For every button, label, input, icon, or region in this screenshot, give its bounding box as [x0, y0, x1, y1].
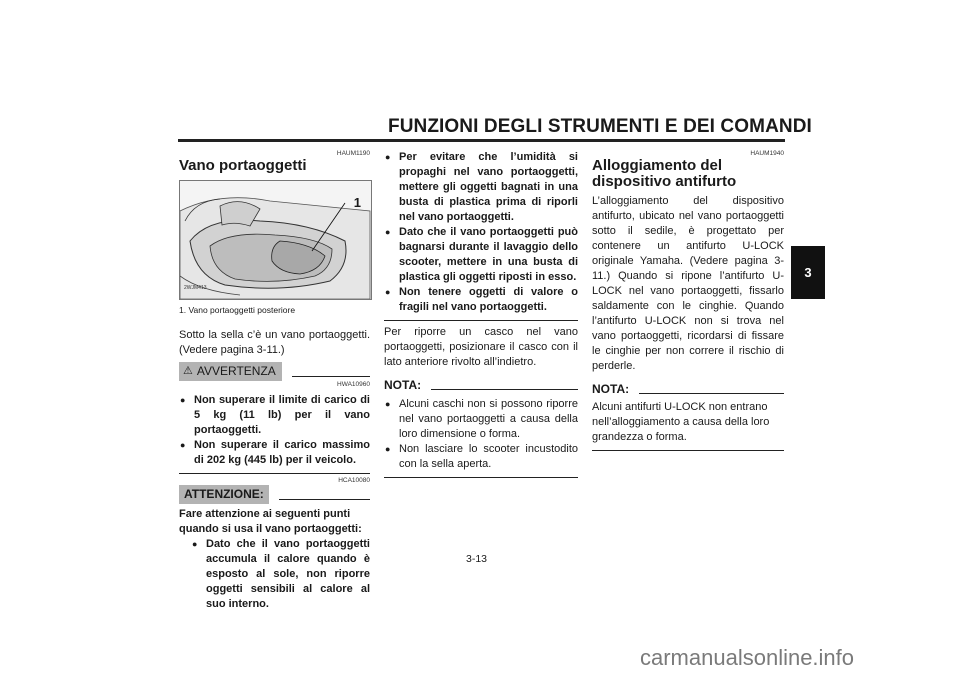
figure-caption: 1. Vano portaoggetti posteriore [179, 305, 296, 315]
nota-rule [639, 393, 784, 394]
warning-end-rule [179, 473, 370, 474]
column-3 [592, 150, 784, 451]
caution-intro: Fare attenzione ai seguenti punti quando si usa il vano portaoggetti: [179, 508, 362, 535]
watermark-text: carmanualsonline.info [640, 645, 855, 670]
column-2 [384, 150, 578, 478]
nota-list [384, 397, 578, 472]
storage-compartment-illustration [180, 181, 371, 299]
section-heading-antitheft: Alloggiamento del dispositivo antifurto [592, 157, 737, 190]
caution-item: ● Dato che il vano portaoggetti accumula il calore quando è esposto al sole, non riporre oggetti sensibili al calore al suo interno. [191, 537, 370, 612]
caution-header [179, 485, 370, 504]
antitheft-body-text: L’alloggiamento del dispositivo antifurto, ubicato nel vano portaoggetti sotto il sedile, è progettato per contenere un antifurto U-LOCK originale Yamaha. (Vedere pagina 3-11.) Quando si ripone l’antifurto U-LOCK nel vano portaoggetti, fissarlo saldamente con le cinghie. Quando l’antifurto U-LOCK non si trova nel vano portaoggetti, ricordarsi di fissare le cinghie per non correre il rischio di perderle. [592, 195, 784, 372]
nota-item: ● Alcuni caschi non si possono riporre nel vano portaoggetti a causa della loro dimensione o forma. [384, 397, 578, 442]
column-1 [179, 150, 370, 612]
caution-end-rule [384, 320, 578, 321]
caution-item: ● Dato che il vano portaoggetti può bagnarsi durante il lavaggio dello scooter, mettere in una busta di plastica gli oggetti riposti in esso. [384, 225, 578, 285]
caution-list-continued [384, 150, 578, 315]
warning-code: HWA10960 [337, 381, 370, 388]
caution-code: HCA10080 [338, 477, 370, 484]
helmet-body-text: Per riporre un casco nel vano portaoggetti, posizionare il casco con il lato anteriore rivolto all’indietro. [384, 326, 578, 368]
nota-label: NOTA: [592, 382, 630, 396]
warning-list [179, 393, 370, 468]
storage-compartment-figure [179, 180, 372, 300]
warning-item: ● Non superare il limite di carico di 5 kg (11 lb) per il vano portaoggetti. [179, 393, 370, 438]
caution-item: ● Per evitare che l’umidità si propaghi nel vano portaoggetti, mettere gli oggetti bagnati in una busta di plastica prima di riporli nel vano portaoggetti. [384, 150, 578, 225]
nota-end-rule [384, 477, 578, 478]
storage-body-text: Sotto la sella c’è un vano portaoggetti. (Vedere pagina 3-11.) [179, 329, 370, 356]
nota-label: NOTA: [384, 378, 422, 392]
section-code: HAUM1940 [750, 150, 784, 157]
caution-badge: ATTENZIONE: [179, 485, 269, 504]
figure-callout-1: 1 [353, 195, 361, 210]
section-heading-storage: Vano portaoggetti [179, 157, 307, 174]
warning-badge [179, 362, 282, 381]
nota-item: ● Non lasciare lo scooter incustodito con la sella aperta. [384, 442, 578, 472]
caution-rule [279, 499, 370, 500]
nota-header [384, 378, 578, 393]
caution-list [179, 537, 370, 612]
nota-rule [431, 389, 578, 390]
warning-triangle-icon: ⚠ [183, 365, 193, 377]
figure-id: 2WJM413 [184, 285, 207, 291]
warning-header [179, 362, 370, 381]
page-number: 3-13 [466, 553, 488, 565]
nota-header [592, 382, 784, 397]
caution-item: ● Non tenere oggetti di valore o fragili nel vano portaoggetti. [384, 285, 578, 315]
nota-end-rule [592, 450, 784, 451]
warning-rule [292, 376, 370, 377]
warning-label: AVVERTENZA [196, 364, 276, 378]
nota-body-text: Alcuni antifurti U-LOCK non entrano nell’alloggiamento a causa della loro grandezza o forma. [592, 401, 770, 443]
page-header-title: FUNZIONI DEGLI STRUMENTI E DEI COMANDI [388, 116, 812, 137]
header-rule [178, 139, 785, 142]
warning-item: ● Non superare il carico massimo di 202 kg (445 lb) per il veicolo. [179, 438, 370, 468]
section-code: HAUM1190 [336, 150, 370, 157]
chapter-tab: 3 [791, 246, 825, 299]
